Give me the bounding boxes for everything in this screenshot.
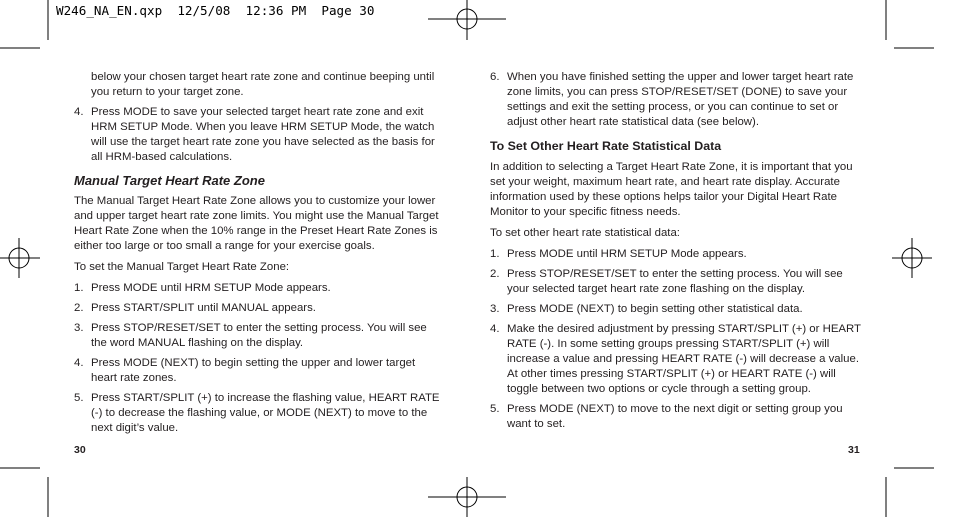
right-page-column — [490, 70, 865, 437]
list-item — [490, 70, 865, 130]
paragraph: To set the Manual Target Heart Rate Zone: — [74, 261, 290, 273]
list-item — [490, 402, 865, 432]
registration-mark-top — [428, 0, 506, 40]
list-item — [74, 301, 444, 316]
list-item — [490, 267, 865, 297]
step-text: Press MODE (NEXT) to begin setting the upper and lower target heart rate zones. — [91, 357, 416, 384]
page-number-right: 31 — [848, 444, 860, 456]
step-text: Press STOP/RESET/SET to enter the setting process. You will see your selected target heart rate zone flashing on the display. — [507, 268, 843, 295]
step-text: Press MODE (NEXT) to move to the next digit or setting group you want to set. — [507, 403, 843, 430]
list-item — [490, 247, 865, 262]
registration-mark-right — [892, 238, 932, 278]
paragraph: In addition to selecting a Target Heart Rate Zone, it is important that you set your weight, maximum heart rate, and heart rate display. Accurate information used by these options helps tailor your Digital Heart Rate Monitor to your specific fitness needs. — [490, 161, 853, 218]
step-text: Press MODE to save your selected target heart rate zone and exit HRM SETUP Mode. When you leave HRM SETUP Mode, the watch will use the target heart rate zone you have selected as the basis for all HRM-based calculations. — [91, 106, 435, 163]
registration-mark-left — [0, 238, 40, 278]
step-number: 5. — [74, 392, 84, 404]
list-item — [490, 322, 865, 397]
step-number: 1. — [490, 248, 500, 260]
page-number-left: 30 — [74, 444, 86, 456]
step-text: Press MODE (NEXT) to begin setting other statistical data. — [507, 303, 803, 315]
step-number: 5. — [490, 403, 500, 415]
step-number: 4. — [74, 357, 84, 369]
step-text: When you have finished setting the upper and lower target heart rate zone limits, you can press STOP/RESET/SET (DONE) to save your settings and exit the setting process, or you can continue to set or adjust other heart rate statistical data (see below). — [507, 71, 854, 128]
step-number: 6. — [490, 71, 500, 83]
step-text: Press MODE until HRM SETUP Mode appears. — [507, 248, 747, 260]
step-number: 1. — [74, 282, 84, 294]
section-heading: To Set Other Heart Rate Statistical Data — [490, 139, 722, 153]
step-number: 4. — [74, 106, 84, 118]
step-number: 4. — [490, 323, 500, 335]
step-text: Press START/SPLIT until MANUAL appears. — [91, 302, 316, 314]
paragraph: The Manual Target Heart Rate Zone allows you to customize your lower and upper target heart rate zone limits. You might use the Manual Target Heart Rate Zone when the 10% range in the Preset Heart Rate Zones is either too large or too small a range for your exercise goals. — [74, 195, 439, 252]
step-text: Press MODE until HRM SETUP Mode appears. — [91, 282, 331, 294]
list-item — [74, 321, 444, 351]
step-text: Press START/SPLIT (+) to increase the flashing value, HEART RATE (-) to decrease the flashing value, or MODE (NEXT) to move to the next digit’s value. — [91, 392, 440, 434]
list-item — [490, 302, 865, 317]
paragraph: To set other heart rate statistical data: — [490, 227, 680, 239]
step-number: 2. — [490, 268, 500, 280]
step-text: Press STOP/RESET/SET to enter the setting process. You will see the word MANUAL flashing on the display. — [91, 322, 427, 349]
section-heading: Manual Target Heart Rate Zone — [74, 173, 265, 188]
step-text: Make the desired adjustment by pressing START/SPLIT (+) or HEART RATE (-). In some setting groups pressing START/SPLIT (+) will increase a value and pressing HEART RATE (-) will decrease a value. At other times pressing START/SPLIT (+) or HEART RATE (-) will toggle between two options or cycle through a setting group. — [507, 323, 861, 395]
step-number: 2. — [74, 302, 84, 314]
list-item — [74, 391, 444, 436]
list-item — [74, 356, 444, 386]
list-item — [74, 281, 444, 296]
step-number: 3. — [490, 303, 500, 315]
registration-mark-bottom — [428, 477, 506, 517]
print-slug: W246_NA_EN.qxp 12/5/08 12:36 PM Page 30 — [56, 3, 375, 18]
left-page-column — [74, 70, 444, 441]
continued-step-text: below your chosen target heart rate zone and continue beeping until you return to your target zone. — [91, 71, 435, 98]
step-number: 3. — [74, 322, 84, 334]
list-item — [74, 105, 444, 165]
